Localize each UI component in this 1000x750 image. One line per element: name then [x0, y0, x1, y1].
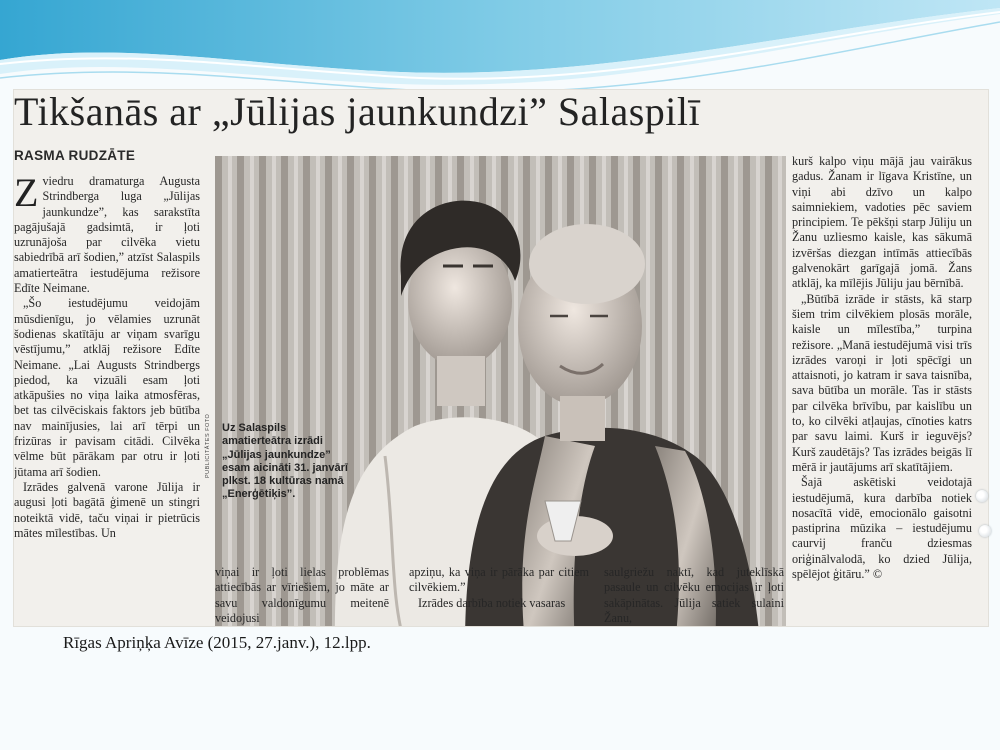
- article-paragraph: Šajā askētiski veidotajā iestudējumā, kura darbība notiek nosacītā vidē, emocionālo gaisotni pastiprina mūzika – iestudējumu caurvij franču dziesmas oriģinālvalodā, ko dzied Jūlija, spēlējot ģitāru.” ©: [792, 475, 972, 582]
- photo-credit: PUBLICITĀTES FOTO: [205, 413, 211, 478]
- decorative-wave-banner: [0, 0, 1000, 100]
- drop-cap-letter: Z: [14, 170, 39, 215]
- newspaper-clipping: [14, 90, 988, 626]
- decorative-bullet: [976, 490, 988, 502]
- article-column-1: [14, 170, 200, 541]
- photo-caption: Uz Salaspils amatierteātra izrādi „Jūlijas jaunkundze” esam aicināti 31. janvārī plkst. 18 kultūras namā „Enerģētiķis”.: [222, 422, 348, 501]
- article-paragraph: „Šo iestudējumu veidojām mūsdienīgu, jo vēlamies uzrunāt šodienas skatītāju ar viņam svarīgu vēstījumu,” atklāj režisore Edīte Neimane. „Lai Augusts Strindbergs piedod, ka vizuāli esam ļoti atkāpušies no viņa laika atmosfēras, bet tas cilvēciskais faktors jeb būtība nav mainījusies, lai arī tērpi un frizūras ir pavisam citādi. Cilvēka vēlme būt pārākam par otru ir ļoti jūtama arī šodien.: [14, 296, 200, 479]
- article-paragraph: Izrādes darbība notiek vasaras: [418, 595, 566, 610]
- article-byline: RASMA RUDZĀTE: [14, 148, 136, 163]
- article-paragraph: Zviedru dramaturga Augusta Strindberga luga „Jūlijas jaunkundze”, kas sarakstīta pagājušajā gadsimtā, ir ļoti uzrunājoša par cilvēka vietu sabiedrībā arī šodien,” atzīst Salaspils amatierteātra iestudējuma režisore Edīte Neimane.: [14, 170, 200, 296]
- article-column-3: [409, 565, 589, 611]
- article-paragraph: kurš kalpo viņu mājā jau vairākus gadus. Žanam ir līgava Kristīne, un viņi abi dzīvo un kalpo saimniekiem, vadoties pēc saviem principiem. Te pēkšņi starp Jūliju un Žanu uzliesmo kaisle, kas sākumā izvēršas diezgan intīmās attiecībās galvenokārt garīgajā jomā. Žans atklāj, ka mīlējis Jūliju jau bērnībā.: [792, 154, 972, 291]
- article-column-4: saulgriežu naktī, kad juteklīskā pasaule un cilvēku emocijas ir ļoti sakāpinātas. Jūlija satiek sulaini Žanu,: [604, 565, 784, 625]
- article-paragraph: „Būtībā izrāde ir stāsts, kā starp šiem trim cilvēkiem plosās morāle, kaisle un mīlestība,” turpina režisore. „Manā iestudējumā visi trīs izrādes varoņi ir ļoti spēcīgi un attaisnoti, jo katram ir sava taisnība, sava būtība un morāle. Tas ir stāsts par cilvēka brīvību, par kaislību un to, ko cilvēki atļaujas, cīnoties katrs par savu laimi. Kurš ir ieguvējs? Kurš zaudētājs? Tas izrādes beigās lī mērā ir jautājums arī skatītājiem.: [792, 291, 972, 474]
- article-column-5: [792, 154, 972, 582]
- article-headline: Tikšanās ar „Jūlijas jaunkundzi” Salaspilī: [14, 90, 701, 134]
- article-paragraph: Izrādes galvenā varone Jūlija ir augusi ļoti bagātā ģimenē un stingri noteiktā vidē, taču viņai ir pietrūcis mātes mīlestības. Un: [14, 479, 200, 540]
- article-column-2: viņai ir ļoti lielas problēmas attiecībās ar vīriešiem, jo māte ar savu valdonīgumu meitenē veidojusi: [215, 565, 389, 625]
- decorative-bullet: [979, 525, 991, 537]
- source-citation: Rīgas Apriņķa Avīze (2015, 27.janv.), 12.lpp.: [63, 633, 371, 652]
- article-paragraph: apziņu, ka viņa ir pārāka par citiem cilvēkiem.”: [409, 565, 589, 595]
- theatre-photo: [215, 156, 786, 626]
